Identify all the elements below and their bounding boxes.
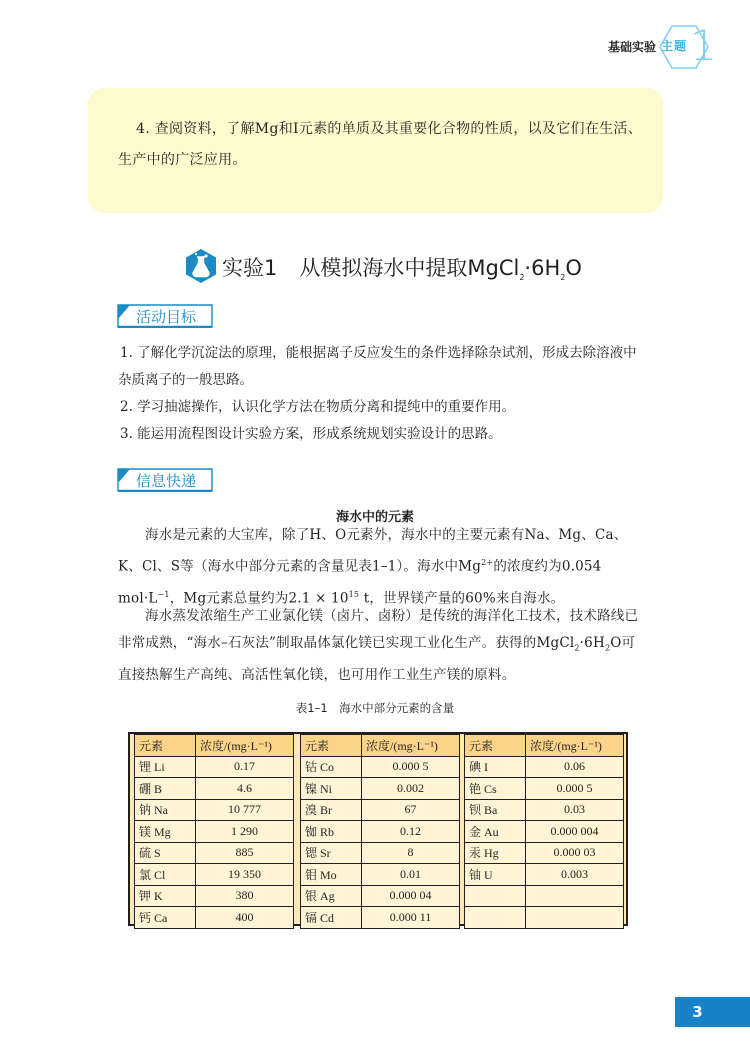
concentration-cell: 19 350 [196, 864, 294, 886]
concentration-cell: 1 290 [196, 821, 294, 843]
info-tag [117, 468, 213, 492]
element-cell: 氯 Cl [135, 864, 196, 886]
concentration-cell: 0.01 [362, 864, 460, 886]
column-header-element: 元素 [465, 735, 526, 757]
table-group-3 [464, 734, 624, 929]
table-row [301, 821, 460, 843]
element-cell: 金 Au [465, 821, 526, 843]
goals-tag-label: 活动目标 [136, 308, 197, 326]
element-cell: 铷 Rb [301, 821, 362, 843]
column-header-element: 元素 [135, 735, 196, 757]
element-cell: 铯 Cs [465, 778, 526, 800]
flask-icon [184, 248, 218, 284]
p1-text-a: 海水是元素的大宝库，除了H、O元素外，海水中的主要元素有Na、Mg、Ca、K、Cl、S等（海水中部分元素的含量见表1–1）。海水中Mg [118, 527, 628, 575]
element-cell: 锂 Li [135, 756, 196, 778]
concentration-cell: 4.6 [196, 778, 294, 800]
element-cell: 碘 I [465, 756, 526, 778]
header-section-label: 基础实验 [608, 40, 657, 54]
concentration-cell: 8 [362, 842, 460, 864]
element-cell: 钙 Ca [135, 907, 196, 929]
element-cell: 硫 S [135, 842, 196, 864]
concentration-cell: 10 777 [196, 799, 294, 821]
task-item-4: 4. 查阅资料，了解Mg和I元素的单质及其重要化合物的性质，以及它们在生活、生产中的广泛应用。 [118, 121, 643, 168]
table-row [135, 842, 294, 864]
element-cell: 钡 Ba [465, 799, 526, 821]
experiment-title-end: O [565, 256, 582, 280]
concentration-cell: 0.03 [526, 799, 624, 821]
p2-text-c: O可直接热解生产高纯、高活性氧化镁，也可用作工业生产镁的原料。 [118, 635, 636, 683]
element-cell [465, 885, 526, 907]
table-row [135, 821, 294, 843]
column-header-concentration: 浓度/(mg·L⁻¹) [196, 735, 294, 757]
table-row [135, 799, 294, 821]
table-row [301, 864, 460, 886]
info-subhead: 海水中的元素 [335, 510, 414, 525]
experiment-title-sub2: 2 [560, 273, 566, 283]
table-row [301, 885, 460, 907]
p1-sup-unit: −1 [157, 589, 170, 599]
p1-text-d: t，世界镁产量的60%来自海水。 [359, 590, 565, 606]
p1-text-c: ，Mg元素总量约为2.1 × 10 [169, 590, 349, 606]
element-cell [465, 907, 526, 929]
column-header-concentration: 浓度/(mg·L⁻¹) [362, 735, 460, 757]
element-cell: 钼 Mo [301, 864, 362, 886]
element-cell: 钴 Co [301, 756, 362, 778]
table-row [465, 864, 624, 886]
experiment-title [222, 252, 582, 282]
table-row [465, 821, 624, 843]
column-header-element: 元素 [301, 735, 362, 757]
concentration-cell: 0.12 [362, 821, 460, 843]
experiment-title-prefix: 从模拟海水中提取MgCl [299, 256, 520, 280]
goals-tag [117, 304, 213, 328]
table-row [465, 842, 624, 864]
concentration-cell: 380 [196, 885, 294, 907]
table-row [301, 756, 460, 778]
table-group-2 [300, 734, 460, 929]
concentration-cell: 0.002 [362, 778, 460, 800]
experiment-title-suffix: ·6H [524, 256, 561, 280]
table-group-1 [134, 734, 294, 929]
element-cell: 镁 Mg [135, 821, 196, 843]
concentration-cell: 0.000 11 [362, 907, 460, 929]
p2-text-a: 海水蒸发浓缩生产工业氯化镁（卤片、卤粉）是传统的海洋化工技术，技术路线已非常成熟，“海水–石灰法”制取晶体氯化镁已实现工业化生产。获得的MgCl [118, 608, 639, 651]
table-row [465, 778, 624, 800]
concentration-cell: 0.000 5 [526, 778, 624, 800]
concentration-cell: 400 [196, 907, 294, 929]
table-row [301, 907, 460, 929]
element-cell: 铀 U [465, 864, 526, 886]
concentration-cell: 0.000 03 [526, 842, 624, 864]
table-row [301, 842, 460, 864]
table-row [135, 885, 294, 907]
element-cell: 镍 Ni [301, 778, 362, 800]
p2-text-b: ·6H [579, 635, 605, 651]
table-row [135, 907, 294, 929]
concentration-cell: 67 [362, 799, 460, 821]
table-row [465, 756, 624, 778]
goal-item: 2. 学习抽滤操作，认识化学方法在物质分离和提纯中的重要作用。 [120, 399, 516, 415]
goal-item: 1. 了解化学沉淀法的原理，能根据离子反应发生的条件选择除杂试剂，形成去除溶液中杂质离子的一般思路。 [118, 345, 637, 388]
header-theme-word: 主题 [661, 39, 688, 53]
goal-item: 3. 能运用流程图设计实验方案，形成系统规划实验设计的思路。 [120, 426, 502, 442]
p2-sub-1: 2 [574, 643, 580, 653]
experiment-label: 实验1 [222, 256, 278, 280]
concentration-cell [526, 907, 624, 929]
experiment-title-sub: 2 [519, 273, 525, 283]
table-row [301, 778, 460, 800]
element-cell: 硼 B [135, 778, 196, 800]
concentration-cell: 0.003 [526, 864, 624, 886]
element-cell: 溴 Br [301, 799, 362, 821]
concentration-cell [526, 885, 624, 907]
table-row [465, 799, 624, 821]
table-row [465, 885, 624, 907]
concentration-cell: 0.000 04 [362, 885, 460, 907]
element-cell: 镉 Cd [301, 907, 362, 929]
element-cell: 银 Ag [301, 885, 362, 907]
element-cell: 钠 Na [135, 799, 196, 821]
concentration-cell: 0.000 5 [362, 756, 460, 778]
info-tag-label: 信息快递 [136, 472, 197, 490]
element-cell: 汞 Hg [465, 842, 526, 864]
table-caption: 表1–1 海水中部分元素的含量 [295, 701, 455, 715]
table-row [135, 778, 294, 800]
header-theme-number: 1 [690, 21, 717, 70]
element-cell: 钾 K [135, 885, 196, 907]
p1-sup-exp: 15 [348, 589, 360, 599]
concentration-cell: 885 [196, 842, 294, 864]
column-header-concentration: 浓度/(mg·L⁻¹) [526, 735, 624, 757]
concentration-cell: 0.000 004 [526, 821, 624, 843]
concentration-cell: 0.06 [526, 756, 624, 778]
concentration-cell: 0.17 [196, 756, 294, 778]
table-row [465, 907, 624, 929]
info-paragraph-1 [118, 522, 640, 612]
element-table [128, 732, 628, 926]
element-cell: 锶 Sr [301, 842, 362, 864]
table-row [135, 756, 294, 778]
p1-text-b: 的浓度约为0.054 mol·L [118, 558, 602, 606]
table-row [301, 799, 460, 821]
p2-sub-2: 2 [604, 643, 611, 653]
page-number: 3 [675, 997, 750, 1027]
p1-sup-charge: 2+ [481, 558, 494, 567]
table-row [135, 864, 294, 886]
info-paragraph-2 [118, 603, 640, 689]
